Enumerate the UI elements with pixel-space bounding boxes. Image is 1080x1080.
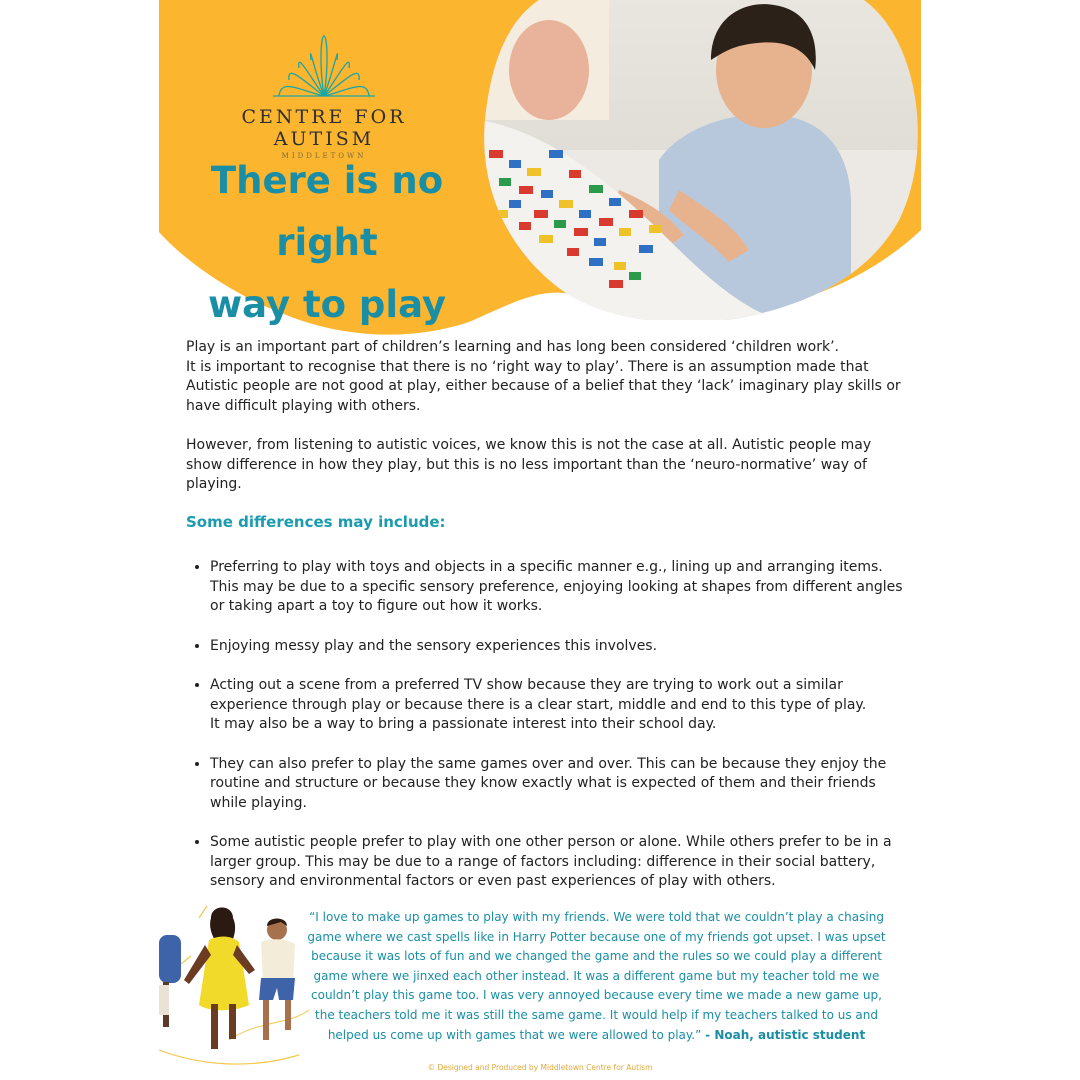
- quote-text: “I love to make up games to play with my friends. We were told that we couldn’t play a chasing game where we cast spells like in Harry Potter because one of my friends got upset. I was upset because it was lots of fun and we changed the game and the rules so we could play a different game where we jinxed each other instead. It was a different game but my teacher told me we couldn’t play this game too. I was very annoyed because every time we made a new game up, the teachers told me it was still the same game. It would help if my teachers talked to us and helped us come up with games that we were allowed to play.”: [307, 910, 886, 1042]
- title-line-1: There is no right: [210, 159, 444, 264]
- list-item: • Some autistic people prefer to play with one other person or alone. While others prefer to be in a larger group. This may be due to a range of factors including: difference in their social battery, sensory and environmental factors or even past experiences of play with others.: [210, 833, 906, 892]
- intro-p1-line2: It is important to recognise that there is no ‘right way to play’. There is an assumption made that Autistic people are not good at play, either because of a belief that they ‘lack’ imaginary play skills or have difficult playing with others.: [186, 358, 901, 414]
- differences-heading: Some differences may include:: [186, 512, 446, 531]
- document-page: [159, 0, 921, 1080]
- intro-paragraph-2: However, from listening to autistic voices, we know this is not the case at all. Autistic people may show difference in how they play, but this is no less important than the ‘neuro-normative’ way of playing.: [186, 437, 872, 492]
- logo: [189, 30, 459, 160]
- sunburst-logo-icon: [259, 30, 389, 102]
- list-item: [210, 676, 906, 735]
- article-body: [186, 338, 906, 912]
- child-playing-bricks-photo: [479, 0, 921, 320]
- list-item: • Enjoying messy play and the sensory experiences this involves.: [210, 637, 906, 657]
- differences-list: [186, 558, 906, 892]
- list-item: • Preferring to play with toys and objects in a specific manner e.g., lining up and arranging items. This may be due to a specific sensory preference, enjoying looking at shapes from different angles or taking apart a toy to figure out how it works.: [210, 558, 906, 617]
- list-item-extra: It may also be a way to bring a passionate interest into their school day.: [210, 716, 717, 732]
- list-item: • They can also prefer to play the same games over and over. This can be because they enjoy the routine and structure or because they know exactly what is expected of them and their friends while playing.: [210, 755, 906, 814]
- page-title: [167, 150, 487, 336]
- list-item-text: Acting out a scene from a preferred TV show because they are trying to work out a similar experience through play or because there is a clear start, middle and end to this type of play.: [210, 677, 867, 713]
- quote-attribution: - Noah, autistic student: [705, 1027, 866, 1042]
- logo-subtitle: MIDDLETOWN: [281, 152, 367, 160]
- student-quote: [304, 908, 889, 1045]
- intro-p1-line1: Play is an important part of children’s learning and has long been considered ‘children work’.: [186, 339, 839, 355]
- title-line-2: way to play: [207, 283, 447, 326]
- logo-name: CENTRE FOR AUTISM: [241, 106, 407, 150]
- footer-credit: © Designed and Produced by Middletown Centre for Autism: [427, 1063, 653, 1072]
- intro-paragraph-1: [186, 338, 906, 416]
